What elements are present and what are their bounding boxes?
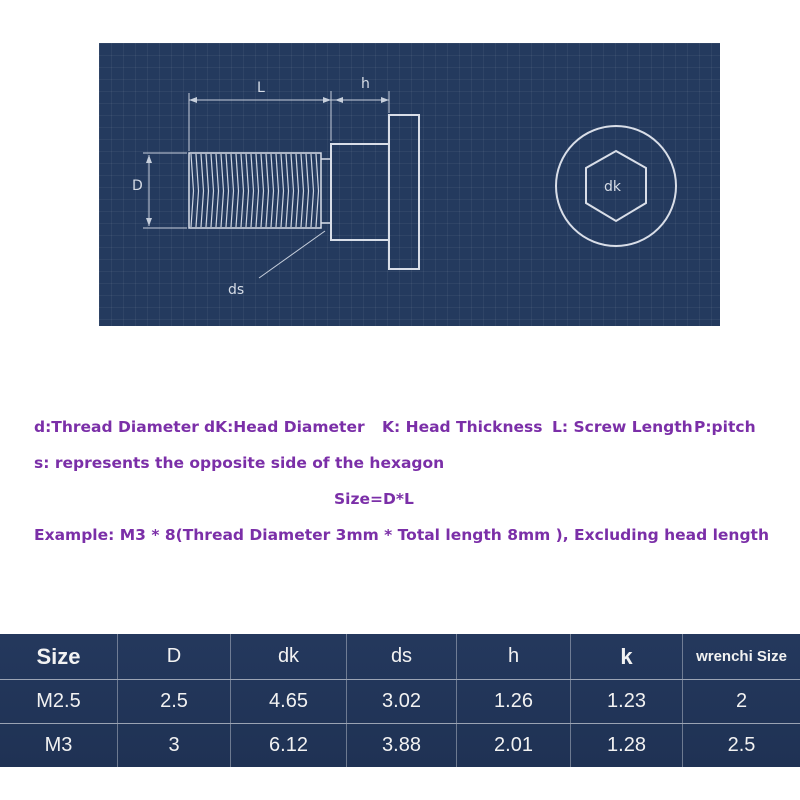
table-row xyxy=(0,723,800,767)
thread-ridge xyxy=(196,154,199,227)
cell-k: 1.23 xyxy=(571,680,683,723)
thread-ridge xyxy=(296,154,299,227)
pitch-note: P:pitch xyxy=(694,418,756,436)
thread-ridge xyxy=(281,154,284,227)
label-D: D xyxy=(132,178,143,194)
label-dk: dk xyxy=(604,179,621,195)
thread-ridge xyxy=(241,154,244,227)
thread-ridge xyxy=(271,154,274,227)
size-formula: Size=D*L xyxy=(334,490,414,508)
cell-dk: 6.12 xyxy=(231,724,347,767)
cell-dk: 4.65 xyxy=(231,680,347,723)
cell-d: 2.5 xyxy=(118,680,231,723)
thread-ridge xyxy=(211,154,214,227)
table-header-row xyxy=(0,634,800,679)
thread-ridge xyxy=(311,154,314,227)
thread-diameter-note: d:Thread Diameter xyxy=(34,418,199,436)
header-size: Size xyxy=(0,634,118,679)
thread-ridge xyxy=(276,154,279,227)
screw-length-note: L: Screw Length xyxy=(552,418,693,436)
thread-ridge xyxy=(201,154,204,227)
cell-h: 1.26 xyxy=(457,680,571,723)
cell-wrench-size: 2 xyxy=(735,690,748,712)
thread-ridge xyxy=(251,154,254,227)
header-h: h xyxy=(457,634,571,679)
shoulder xyxy=(331,144,389,240)
thread-ridge xyxy=(286,154,289,227)
example-note: Example: M3 * 8(Thread Diameter 3mm * Total length 8mm ), Excluding head length xyxy=(34,526,769,544)
label-ds: ds xyxy=(228,282,245,298)
screw-dimension-diagram xyxy=(99,43,720,326)
thread-ridge xyxy=(301,154,304,227)
thread-ridge xyxy=(256,154,259,227)
thread-ridge xyxy=(291,154,294,227)
leader-ds xyxy=(259,231,325,278)
label-h: h xyxy=(361,76,370,92)
thread-ridge xyxy=(231,154,234,227)
thread-ridge xyxy=(226,154,229,227)
header-d: D xyxy=(118,634,231,679)
thread-ridge xyxy=(221,154,224,227)
thread-ridge xyxy=(266,154,269,227)
cell-k: 1.28 xyxy=(571,724,683,767)
table-row xyxy=(0,679,800,723)
thread-ridge xyxy=(306,154,309,227)
thread-ridge xyxy=(206,154,209,227)
thread-ridge xyxy=(216,154,219,227)
header-wrench-size: wrenchi Size xyxy=(696,648,787,665)
header-k: k xyxy=(571,634,683,679)
hexagon-note: s: represents the opposite side of the hexagon xyxy=(34,454,445,472)
thread-ridge xyxy=(236,154,239,227)
spec-table xyxy=(0,634,800,767)
thread-ridge xyxy=(191,154,194,227)
cell-size: M3 xyxy=(0,724,118,767)
label-L: L xyxy=(257,80,265,96)
thread-ridge xyxy=(246,154,249,227)
neck xyxy=(321,159,331,223)
cell-d: 3 xyxy=(118,724,231,767)
header-dk: dk xyxy=(231,634,347,679)
screw-drawing xyxy=(99,43,720,326)
cell-h: 2.01 xyxy=(457,724,571,767)
head xyxy=(389,115,419,269)
thread-ridge xyxy=(261,154,264,227)
cell-ds: 3.88 xyxy=(347,724,457,767)
thread-ridge xyxy=(316,154,319,227)
cell-size: M2.5 xyxy=(0,680,118,723)
cell-wrench-size: 2.5 xyxy=(727,734,756,756)
head-diameter-note: dK:Head Diameter xyxy=(204,418,365,436)
head-thickness-note: K: Head Thickness xyxy=(382,418,543,436)
header-ds: ds xyxy=(347,634,457,679)
cell-ds: 3.02 xyxy=(347,680,457,723)
